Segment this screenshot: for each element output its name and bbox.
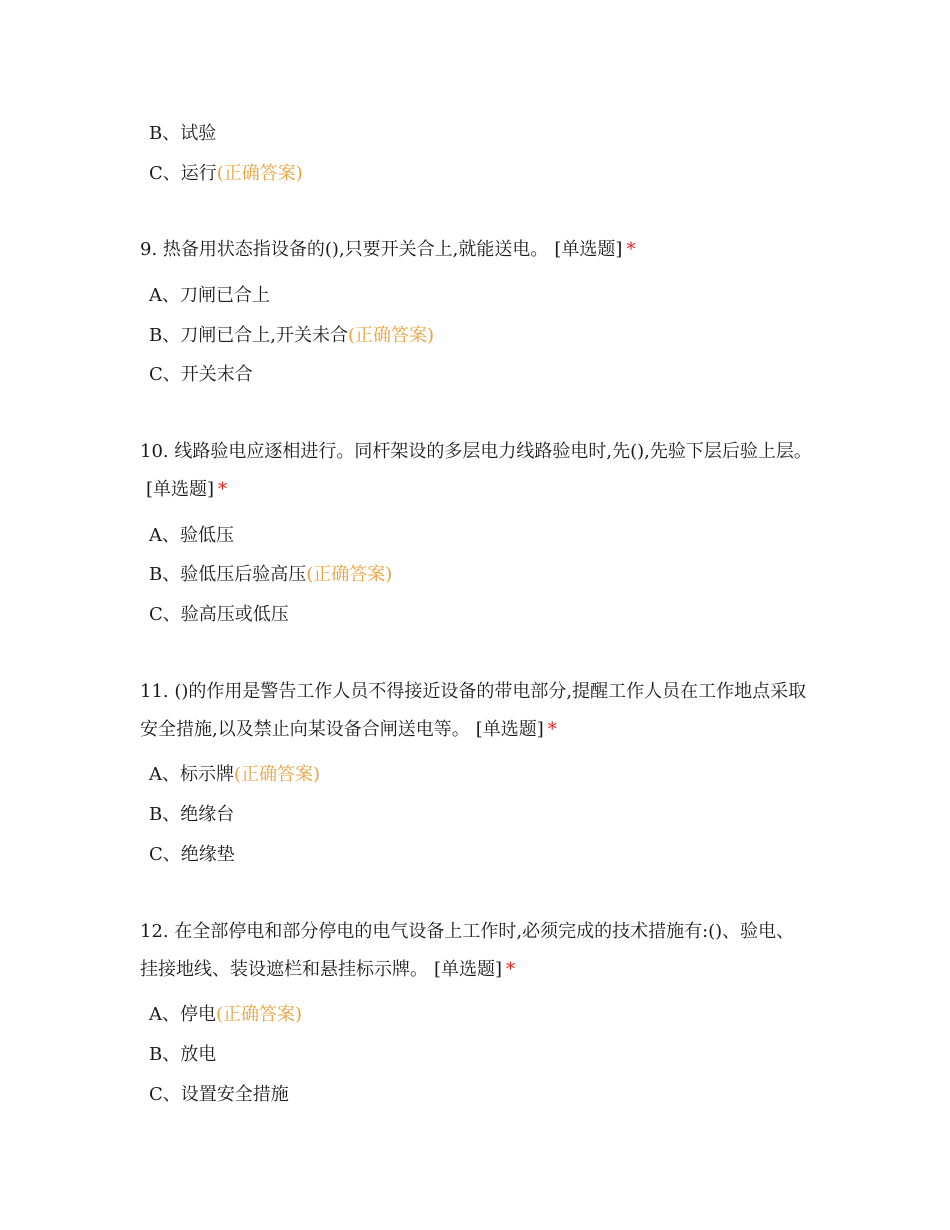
- question-text: 12. 在全部停电和部分停电的电气设备上工作时,必须完成的技术措施有:()、验电、挂接地线、装设遮栏和悬挂标示牌。: [140, 921, 795, 980]
- option-label: C、验高压或低压: [149, 604, 289, 625]
- option-label: A、停电: [149, 1004, 216, 1025]
- question-text: 10. 线路验电应逐相进行。同杆架设的多层电力线路验电时,先(),先验下层后验上层。: [140, 441, 812, 462]
- option: [149, 803, 234, 827]
- option-label: A、刀闸已合上: [149, 285, 270, 306]
- option-label: B、验低压后验高压: [149, 564, 307, 585]
- correct-answer-mark: (正确答案): [347, 325, 434, 346]
- question-type-tag: [单选题]: [434, 959, 503, 980]
- question-type-tag: [单选题]: [475, 719, 544, 740]
- option-label: C、运行: [149, 163, 217, 184]
- option: [149, 363, 253, 387]
- question-type-tag: [单选题]: [554, 239, 623, 260]
- option: [149, 284, 270, 308]
- correct-answer-mark: (正确答案): [216, 1004, 303, 1025]
- correct-answer-mark: (正确答案): [234, 764, 321, 785]
- option-label: B、放电: [149, 1044, 217, 1065]
- option: [149, 603, 289, 627]
- option: [149, 162, 303, 186]
- option: [149, 763, 320, 787]
- option-label: B、试验: [149, 123, 217, 144]
- option-label: B、刀闸已合上,开关未合: [149, 325, 348, 346]
- option: [149, 324, 434, 348]
- required-mark: *: [506, 959, 516, 980]
- question-text: 9. 热备用状态指设备的(),只要开关合上,就能送电。: [140, 239, 549, 260]
- question-title: [140, 913, 812, 989]
- option: [149, 1003, 302, 1027]
- question-type-tag: [单选题]: [146, 479, 215, 500]
- option-label: A、标示牌: [149, 764, 234, 785]
- option-label: C、开关末合: [149, 364, 253, 385]
- question-title: [140, 231, 812, 269]
- option: [149, 1083, 289, 1107]
- option: [149, 122, 216, 146]
- question-title: [140, 673, 812, 749]
- correct-answer-mark: (正确答案): [306, 564, 393, 585]
- option: [149, 524, 234, 548]
- option-label: C、绝缘垫: [149, 844, 235, 865]
- option-label: C、设置安全措施: [149, 1084, 289, 1105]
- required-mark: *: [218, 479, 228, 500]
- option: [149, 1043, 216, 1067]
- required-mark: *: [547, 719, 557, 740]
- question-text: 11. ()的作用是警告工作人员不得接近设备的带电部分,提醒工作人员在工作地点采取安全措施,以及禁止向某设备合闸送电等。: [140, 681, 807, 740]
- option-label: A、验低压: [149, 525, 234, 546]
- option: [149, 563, 392, 587]
- option-label: B、绝缘台: [149, 804, 235, 825]
- required-mark: *: [626, 239, 636, 260]
- question-title: [140, 433, 812, 509]
- correct-answer-mark: (正确答案): [216, 163, 303, 184]
- option: [149, 843, 235, 867]
